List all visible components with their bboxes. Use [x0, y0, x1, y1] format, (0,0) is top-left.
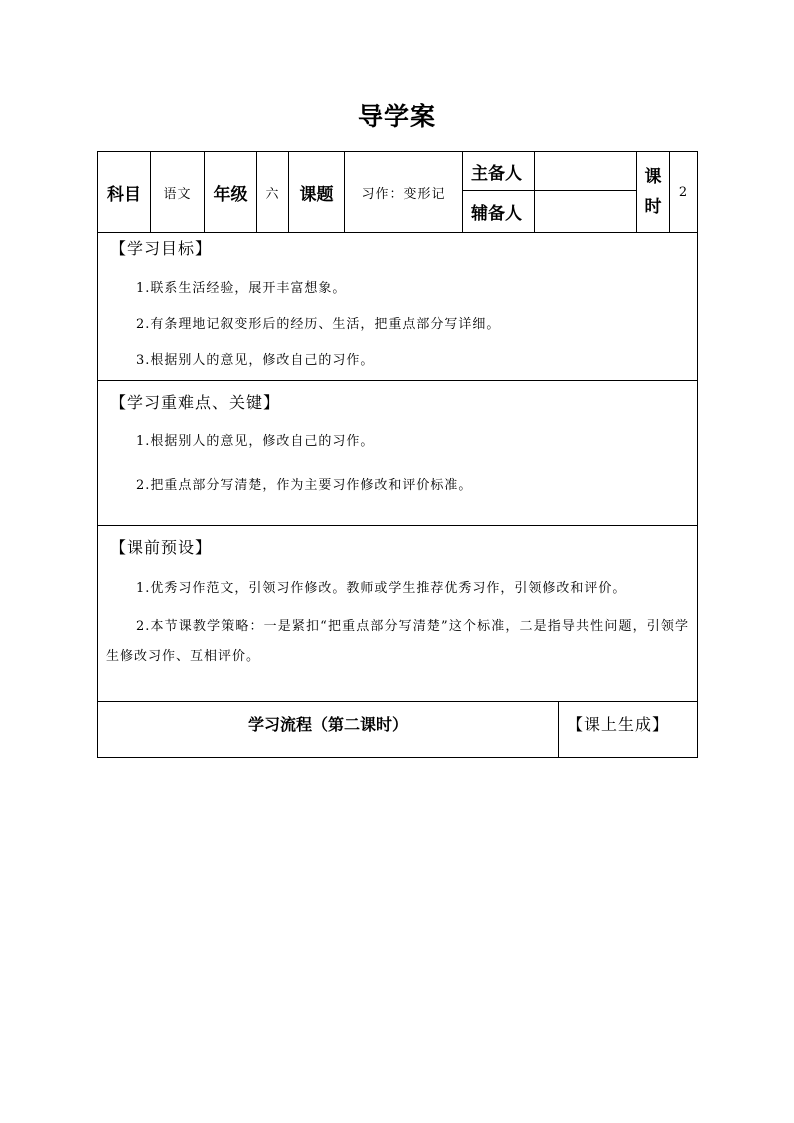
class-hours-value: 2: [670, 152, 698, 233]
objectives-heading: 【学习目标】: [110, 239, 213, 258]
class-hours-label: [637, 152, 670, 233]
objective-item-3: 3.根据别人的意见，修改自己的习作。: [136, 353, 375, 368]
class-hours-label-char-1: 课: [644, 167, 662, 187]
assistant-preparer-label: 辅备人: [463, 191, 535, 233]
assistant-preparer-value: [535, 191, 637, 233]
lesson-plan-table: [97, 151, 698, 758]
objective-item-2: 2.有条理地记叙变形后的经历、生活，把重点部分写详细。: [136, 317, 501, 332]
objective-item-1: 1.联系生活经验，展开丰富想象。: [136, 281, 347, 296]
key-point-item-1: 1.根据别人的意见，修改自己的习作。: [136, 434, 375, 449]
learning-flow-title: 学习流程（第二课时）: [98, 702, 559, 758]
in-class-generation-title: 【课上生成】: [559, 702, 698, 758]
grade-value: 六: [257, 152, 289, 233]
topic-value: 习作：变形记: [345, 152, 463, 233]
subject-label: 科目: [98, 152, 151, 233]
objectives-section: [98, 233, 698, 381]
main-preparer-label: 主备人: [463, 152, 535, 191]
topic-label: 课题: [289, 152, 345, 233]
key-point-item-2: 2.把重点部分写清楚，作为主要习作修改和评价标准。: [136, 478, 473, 493]
preparation-item-2: 2.本节课教学策略：一是紧扣“把重点部分写清楚”这个标准，二是指导共性问题，引领学生修改习作、互相评价。: [106, 619, 689, 664]
page-title: 导学案: [357, 102, 436, 131]
class-hours-label-char-2: 时: [644, 197, 662, 217]
preparation-item-1: 1.优秀习作范文，引领习作修改。教师或学生推荐优秀习作，引领修改和评价。: [136, 581, 627, 596]
subject-value: 语文: [151, 152, 205, 233]
key-points-heading: 【学习重难点、关键】: [110, 393, 281, 412]
key-points-section: [98, 381, 698, 526]
main-preparer-value: [535, 152, 637, 191]
preparation-heading: 【课前预设】: [110, 538, 213, 557]
preparation-section: [98, 526, 698, 702]
grade-label: 年级: [205, 152, 257, 233]
